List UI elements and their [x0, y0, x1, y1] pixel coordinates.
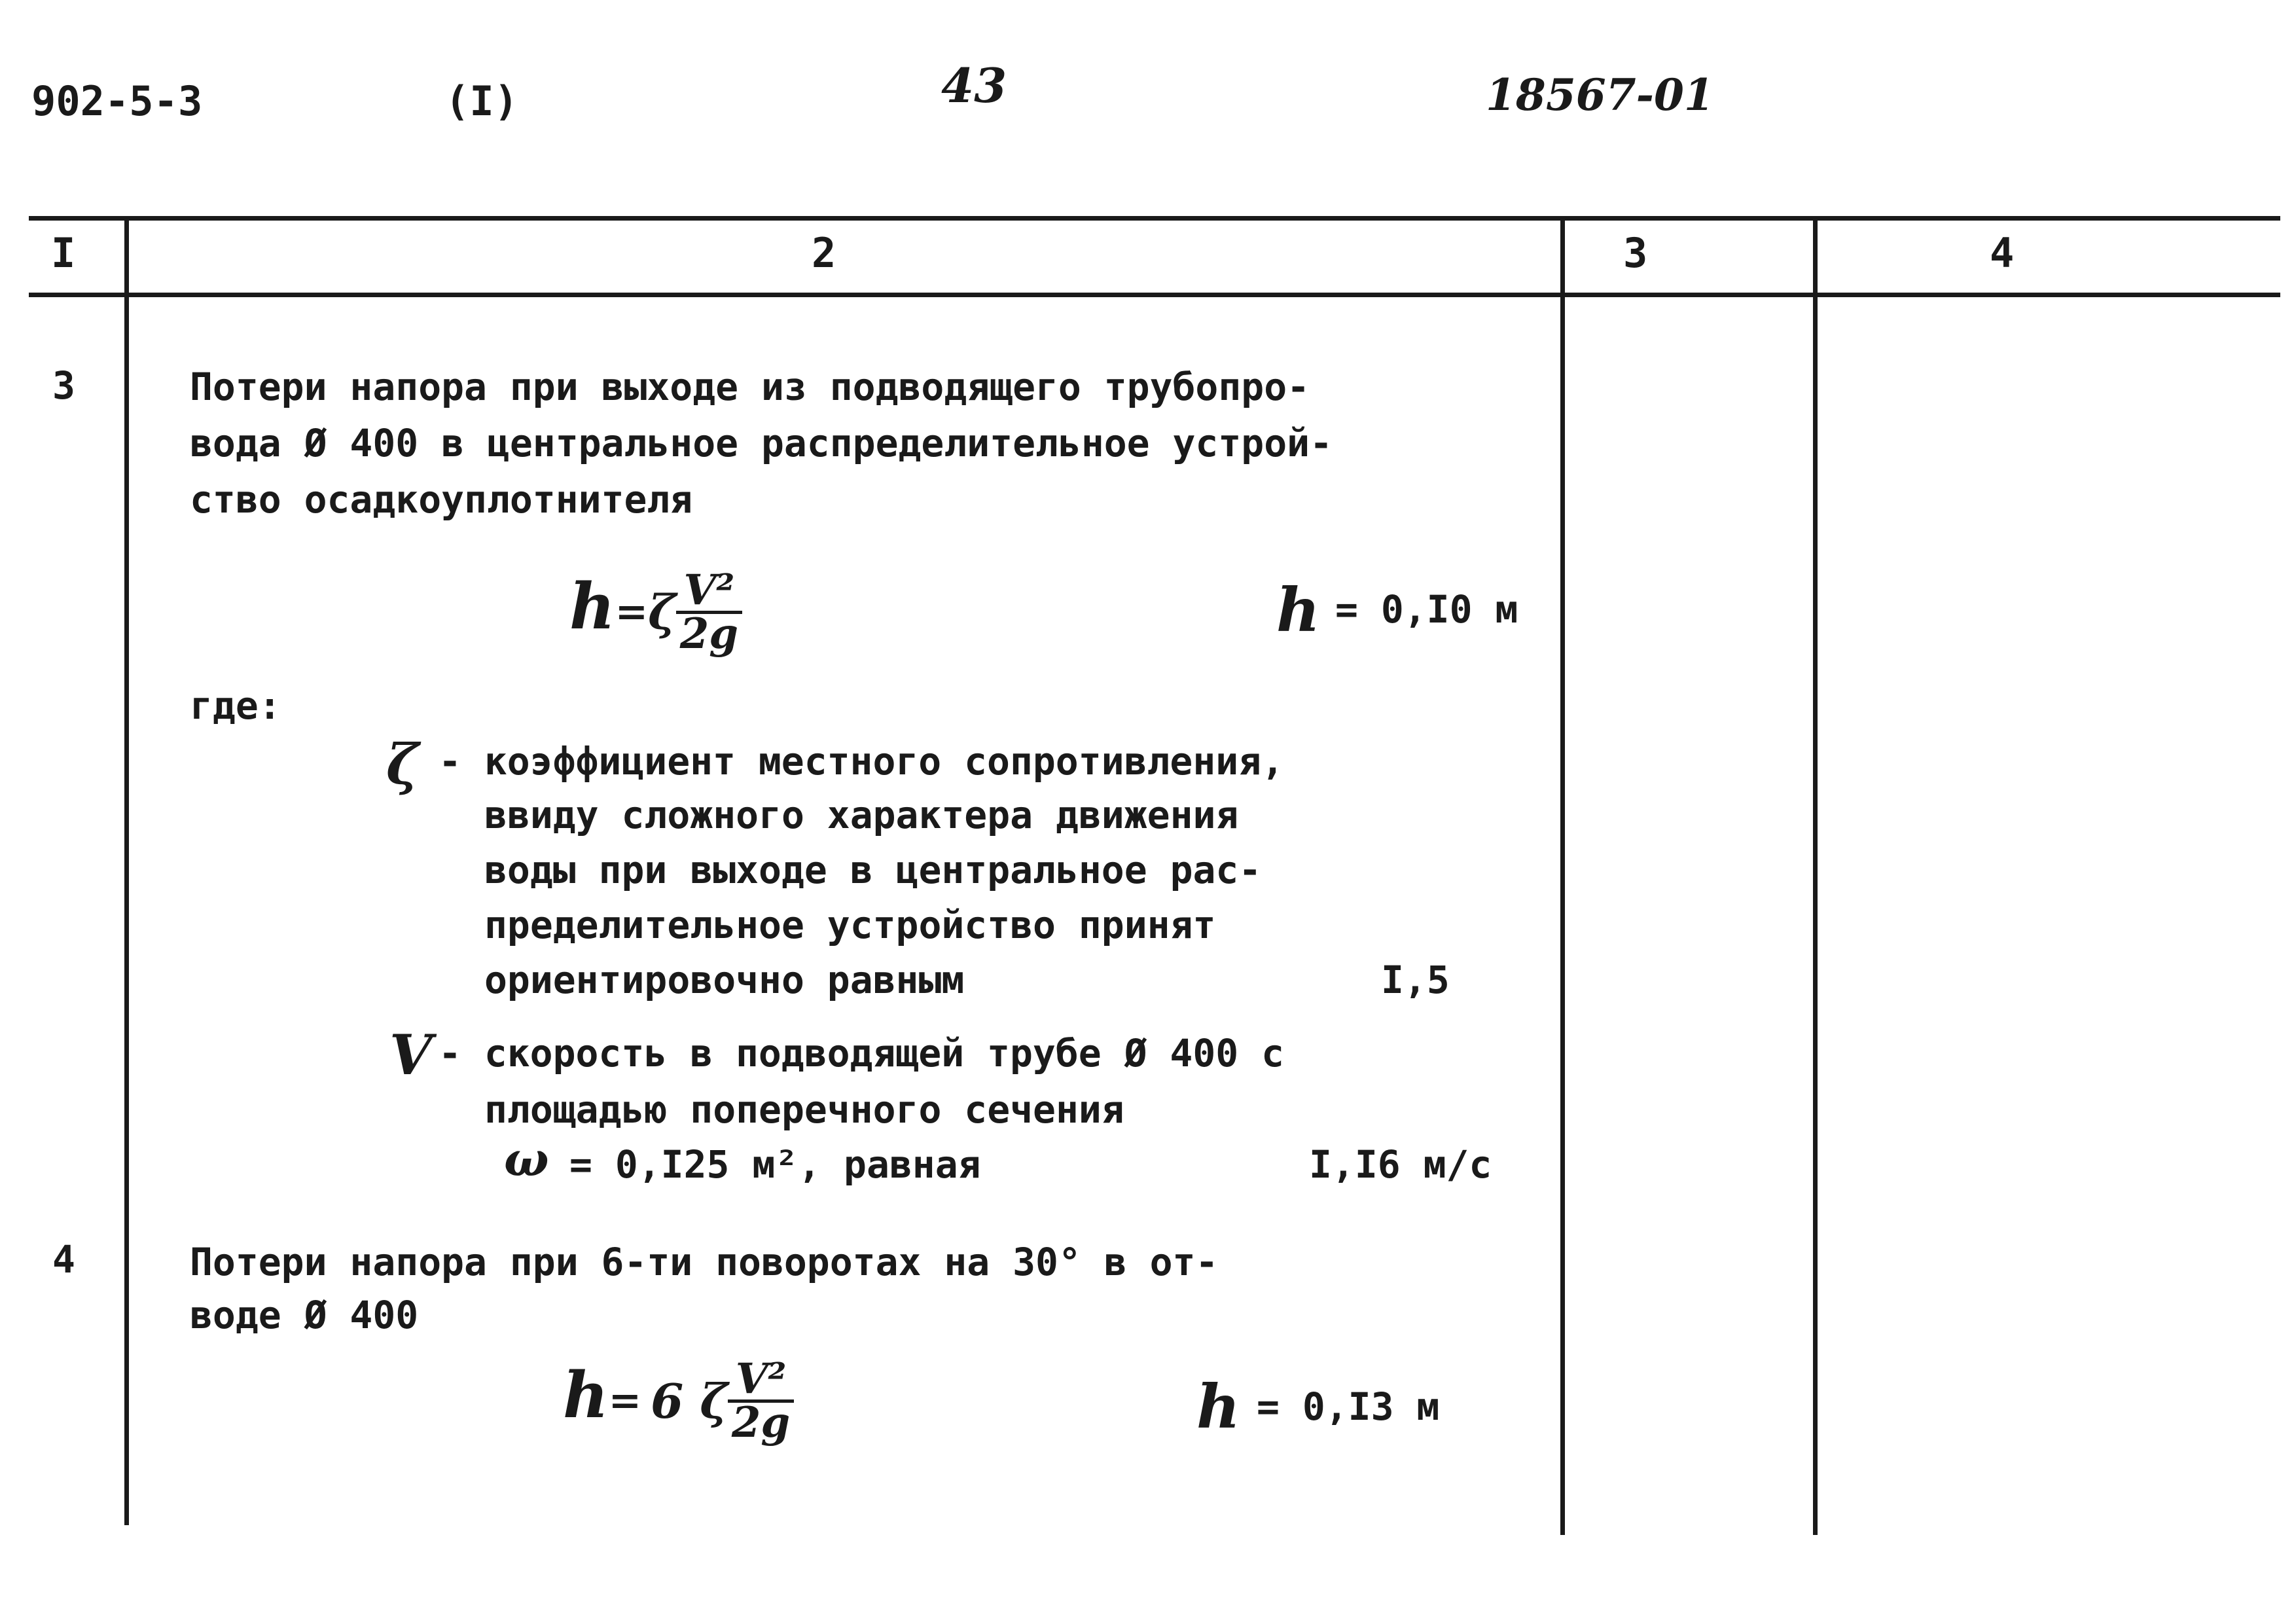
- omega-text: = 0,I25 м², равная: [569, 1142, 981, 1187]
- zeta-value: I,5: [1381, 958, 1450, 1002]
- row-text-line: Потери напора при выходе из подводящего трубопро-: [190, 365, 1310, 409]
- formula-equals: =: [615, 589, 649, 636]
- result-value: = 0,I3 м: [1257, 1384, 1440, 1429]
- formula-coefficient: 6 ζ: [651, 1373, 728, 1429]
- zeta-symbol: ζ: [386, 732, 419, 797]
- result-value: = 0,I0 м: [1335, 587, 1518, 632]
- table-top-rule: [29, 216, 2280, 221]
- formula-coefficient: ζ: [648, 584, 676, 640]
- definition-line: пределительное устройство принят: [484, 903, 1216, 947]
- result-symbol: h: [1196, 1371, 1240, 1442]
- column-header-2: 2: [812, 229, 836, 277]
- column-divider-3: [1813, 216, 1818, 1535]
- page-number: 43: [941, 58, 1007, 113]
- formula-equals: =: [608, 1378, 642, 1424]
- definition-line: ввиду сложного характера движения: [484, 793, 1239, 837]
- column-header-4: 4: [1990, 229, 2015, 277]
- formula-lhs: h: [563, 1358, 609, 1432]
- formula-numerator: V²: [683, 565, 735, 615]
- formula-numerator: V²: [735, 1354, 787, 1403]
- part-label: (I): [445, 77, 518, 125]
- definition-line: - скорость в подводящей трубе Ø 400 с: [439, 1031, 1285, 1075]
- column-header-3: 3: [1623, 229, 1648, 277]
- formula-fraction: [676, 565, 742, 659]
- formula-fraction: [728, 1354, 794, 1447]
- formula-denominator: 2g: [728, 1399, 794, 1443]
- row-text-line: вода Ø 400 в центральное распределительное устрой-: [190, 421, 1333, 465]
- row-text-line: ство осадкоуплотнителя: [190, 477, 693, 522]
- definition-line: воды при выходе в центральное рас-: [484, 848, 1262, 892]
- velocity-symbol: V: [389, 1022, 433, 1087]
- where-label: где:: [190, 683, 281, 728]
- column-divider-2: [1560, 216, 1565, 1535]
- archive-number: 18567-01: [1486, 69, 1714, 120]
- turn-loss-formula: [563, 1354, 794, 1447]
- column-divider-1: [124, 216, 129, 1525]
- omega-symbol: ω: [504, 1131, 549, 1187]
- row-text-line: Потери напора при 6-ти поворотах на 30° в от-: [190, 1240, 1219, 1284]
- definition-line: - коэффициент местного сопротивления,: [439, 739, 1285, 784]
- column-header-1: I: [51, 229, 76, 277]
- row-number: 4: [52, 1237, 75, 1282]
- head-loss-formula: [569, 565, 742, 659]
- velocity-value: I,I6 м/с: [1309, 1142, 1492, 1187]
- definition-line: площадью поперечного сечения: [484, 1087, 1124, 1132]
- formula-denominator: 2g: [676, 611, 742, 655]
- formula-lhs: h: [569, 569, 615, 643]
- result-symbol: h: [1276, 575, 1320, 645]
- doc-code: 902-5-3: [31, 77, 203, 125]
- row-number: 3: [52, 363, 75, 408]
- row-text-line: воде Ø 400: [190, 1293, 419, 1337]
- definition-line: ориентировочно равным: [484, 958, 965, 1002]
- table-header-rule: [29, 293, 2280, 297]
